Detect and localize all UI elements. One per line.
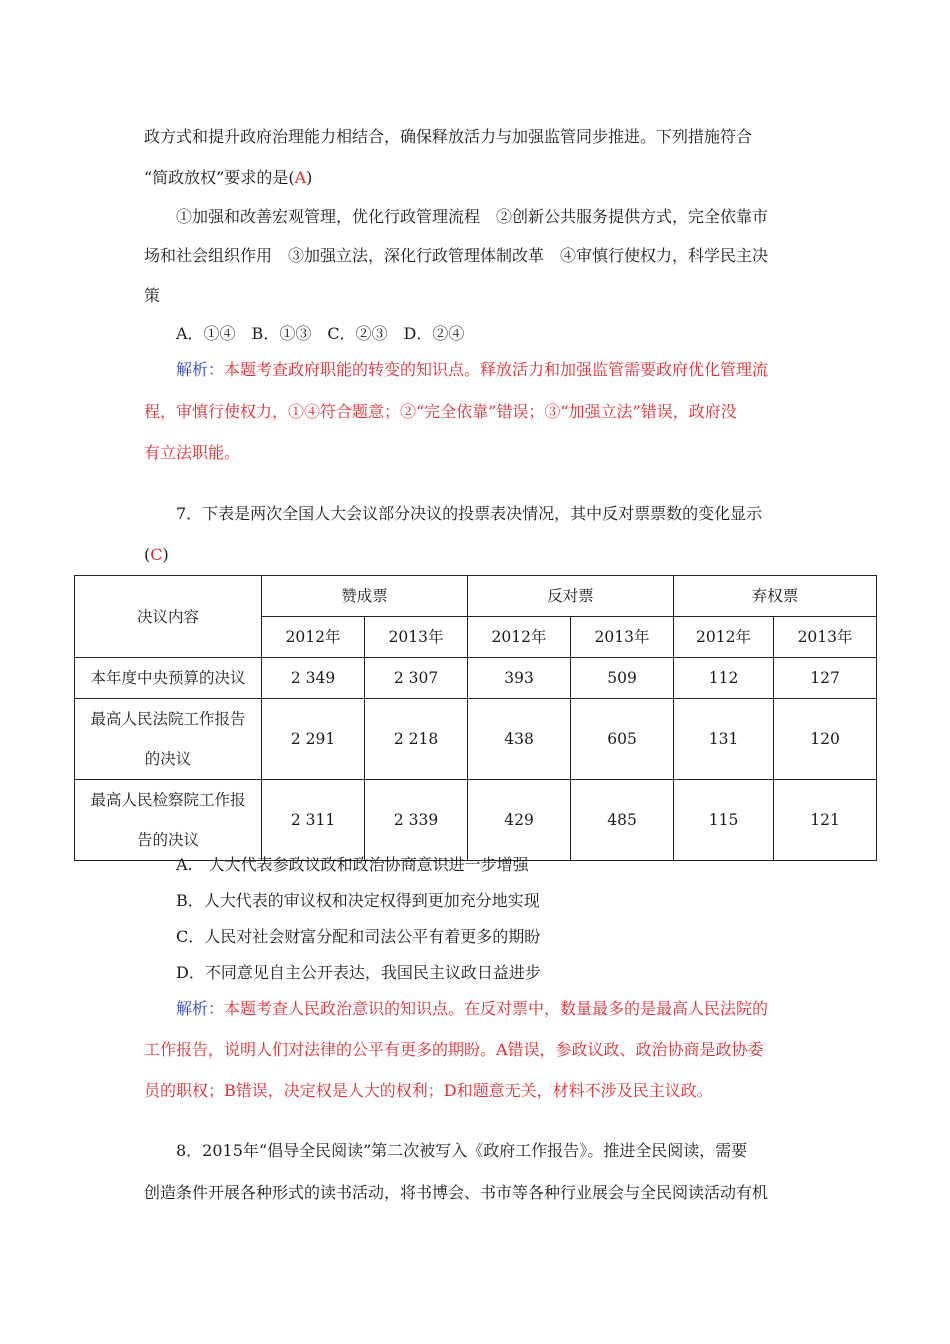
row-label-line-2: 告的决议 [136, 831, 199, 849]
table-cell: 2 218 [365, 699, 468, 780]
q7-choice-b: B．人大代表的审议权和决定权得到更加充分地实现 [176, 891, 540, 910]
table-header-row [75, 576, 877, 617]
header-group-approve: 赞成票 [262, 576, 468, 617]
q6-stem-text: “简政放权”要求的是( [144, 168, 295, 187]
q7-answer: C [150, 545, 163, 564]
q7-analysis-label: 解析： [176, 999, 225, 1018]
q7-analysis-line-2: 工作报告，说明人们对法律的公平有更多的期盼。A错误，参政议政、政治协商是政协委 [144, 1040, 764, 1059]
q7-analysis-line-1 [176, 998, 768, 1020]
q7-analysis-text: 本题考查人民政治意识的知识点。在反对票中，数量最多的是最高人民法院的 [224, 999, 769, 1018]
table-cell: 127 [774, 658, 877, 699]
header-content-cell: 决议内容 [75, 576, 262, 658]
table-cell: 485 [571, 780, 674, 861]
q6-stem-line-2 [144, 167, 312, 189]
table-row [75, 658, 877, 699]
q7-choice-c: C．人民对社会财富分配和司法公平有着更多的期盼 [176, 927, 541, 946]
q7-choice-d: D．不同意见自主公开表达，我国民主议政日益进步 [176, 963, 541, 982]
table-cell: 131 [674, 699, 774, 780]
q6-analysis-text: 本题考查政府职能的转变的知识点。释放活力和加强监管需要政府优化管理流 [224, 360, 769, 379]
row-label: 本年度中央预算的决议 [75, 658, 262, 699]
q6-analysis-line-3: 有立法职能。 [144, 443, 241, 462]
year-cell: 2013年 [365, 617, 468, 658]
q7-choice-a: A. 人大代表参政议政和政治协商意识进一步增强 [176, 855, 529, 874]
q7-stem-close: ) [162, 545, 169, 564]
year-cell: 2012年 [674, 617, 774, 658]
table-cell: 605 [571, 699, 674, 780]
q6-options-line-2: 场和社会组织作用 ③加强立法，深化行政管理体制改革 ④审慎行使权力，科学民主决 [144, 246, 769, 265]
table-cell: 121 [774, 780, 877, 861]
row-label-line-1: 最高人民法院工作报告 [90, 710, 246, 728]
table-row [75, 780, 877, 861]
q6-stem-close: ) [306, 168, 313, 187]
q7-stem-line-1: 7．下表是两次全国人大会议部分决议的投票表决情况，其中反对票票数的变化显示 [176, 504, 763, 523]
q7-analysis-line-3: 员的职权；B错误，决定权是人大的权利；D和题意无关，材料不涉及民主议政。 [144, 1081, 713, 1100]
q6-analysis-line-2: 程，审慎行使权力，①④符合题意；②“完全依靠”错误；③“加强立法”错误，政府没 [144, 402, 737, 421]
table-cell: 2 307 [365, 658, 468, 699]
header-group-abstain: 弃权票 [674, 576, 877, 617]
table-cell: 2 311 [262, 780, 365, 861]
header-group-oppose: 反对票 [468, 576, 674, 617]
q8-stem-line-1: 8．2015年“倡导全民阅读”第二次被写入《政府工作报告》。推进全民阅读，需要 [176, 1141, 748, 1160]
q8-stem-line-2: 创造条件开展各种形式的读书活动，将书博会、书市等各种行业展会与全民阅读活动有机 [144, 1183, 769, 1202]
year-cell: 2013年 [571, 617, 674, 658]
table-cell: 438 [468, 699, 571, 780]
q7-stem-open: ( [144, 545, 151, 564]
table-cell: 429 [468, 780, 571, 861]
table-cell: 2 349 [262, 658, 365, 699]
q6-choices: A．①④ B．①③ C．②③ D．②④ [176, 324, 465, 343]
q6-analysis-label: 解析： [176, 360, 225, 379]
table-cell: 120 [774, 699, 877, 780]
table-cell: 115 [674, 780, 774, 861]
year-cell: 2012年 [262, 617, 365, 658]
row-label [75, 699, 262, 780]
table-cell: 112 [674, 658, 774, 699]
table-cell: 393 [468, 658, 571, 699]
q6-options-line-1: ①加强和改善宏观管理，优化行政管理流程 ②创新公共服务提供方式，完全依靠市 [176, 207, 769, 226]
q7-stem-line-2 [144, 544, 169, 566]
q6-analysis-line-1 [176, 359, 768, 381]
vote-table [74, 575, 877, 861]
q6-stem-line-1: 政方式和提升政府治理能力相结合，确保释放活力与加强监管同步推进。下列措施符合 [144, 127, 753, 146]
table-cell: 2 291 [262, 699, 365, 780]
year-cell: 2013年 [774, 617, 877, 658]
table-row [75, 699, 877, 780]
q6-options-line-3: 策 [144, 286, 161, 305]
row-label-line-1: 最高人民检察院工作报 [90, 791, 246, 809]
year-cell: 2012年 [468, 617, 571, 658]
row-label [75, 780, 262, 861]
q6-answer: A [294, 168, 307, 187]
table-cell: 509 [571, 658, 674, 699]
table-cell: 2 339 [365, 780, 468, 861]
row-label-line-2: 的决议 [144, 750, 192, 768]
